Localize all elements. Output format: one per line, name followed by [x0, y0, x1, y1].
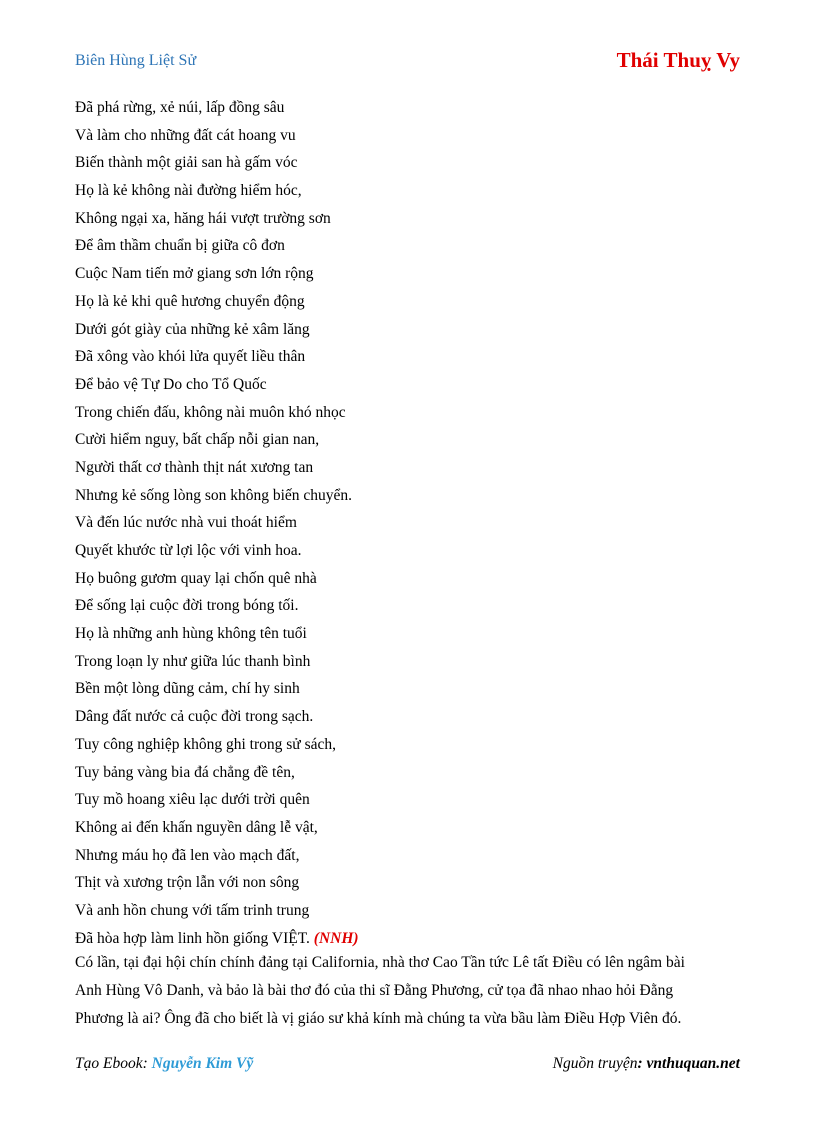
ebook-label: Tạo Ebook — [75, 1055, 143, 1072]
ebook-creator: Nguyễn Kim Vỹ — [151, 1055, 254, 1072]
source-separator: : — [637, 1055, 647, 1072]
poem-line: Không ai đến khấn nguyền dâng lễ vật, — [75, 818, 318, 836]
poem-line: Nhưng kẻ sống lòng son không biến chuyển. — [75, 486, 353, 504]
poem — [75, 94, 359, 952]
poem-line: Và làm cho những đất cát hoang vu — [75, 126, 296, 144]
poem-line: Nhưng máu họ đã len vào mạch đất, — [75, 846, 300, 864]
poem-line: Họ buông gươm quay lại chốn quê nhà — [75, 569, 317, 587]
poem-line: Và đến lúc nước nhà vui thoát hiểm — [75, 514, 297, 532]
poem-line: Cuộc Nam tiến mở giang sơn lớn rộng — [75, 265, 314, 283]
poem-line: Để âm thầm chuẩn bị giữa cô đơn — [75, 237, 285, 255]
poem-line: Đã xông vào khói lửa quyết liều thân — [75, 348, 306, 366]
poem-line: Cười hiểm nguy, bất chấp nỗi gian nan, — [75, 431, 320, 449]
poem-line: Đã phá rừng, xẻ núi, lấp đồng sâu — [75, 99, 285, 116]
poem-line: Họ là kẻ khi quê hương chuyển động — [75, 292, 305, 310]
collection-title: Biên Hùng Liệt Sử — [75, 52, 197, 69]
poem-line: Để bảo vệ Tự Do cho Tổ Quốc — [75, 375, 267, 393]
footer-source-credit — [553, 1055, 740, 1073]
prose-paragraph — [75, 949, 755, 1032]
poem-line: Tuy mồ hoang xiêu lạc dưới trời quên — [75, 791, 310, 809]
poem-line: Dưới gót giày của những kẻ xâm lăng — [75, 320, 310, 338]
poem-line: Họ là những anh hùng không tên tuổi — [75, 625, 307, 643]
prose-line: Anh Hùng Vô Danh, và bảo là bài thơ đó của thi sĩ Đằng Phương, cử tọa đã nhao nhao hỏi Đằng — [75, 981, 674, 999]
poem-line: Người thất cơ thành thịt nát xương tan — [75, 458, 314, 476]
poem-line: Không ngại xa, hăng hái vượt trường sơn — [75, 209, 331, 227]
prose-line: Có lần, tại đại hội chín chính đảng tại California, nhà thơ Cao Tần tức Lê tất Điều có lên ngâm bài — [75, 954, 685, 971]
poem-author-mark: (NNH) — [313, 929, 359, 947]
poem-last-line-text: Đã hòa hợp làm linh hồn giống VIỆT. — [75, 929, 310, 947]
poem-line: Quyết khước từ lợi lộc với vinh hoa. — [75, 542, 302, 559]
poem-line: Họ là kẻ không nài đường hiểm hóc, — [75, 182, 302, 200]
poem-line: Trong loạn ly như giữa lúc thanh bình — [75, 652, 311, 670]
poem-line: Tuy bảng vàng bia đá chẳng đề tên, — [75, 763, 295, 781]
author-name: Thái Thuỵ Vy — [616, 48, 740, 72]
source-label: Nguồn truyện — [552, 1055, 638, 1072]
poem-line: Thịt và xương trộn lẫn với non sông — [75, 874, 300, 892]
footer-ebook-credit — [75, 1055, 253, 1073]
poem-line: Trong chiến đấu, không nài muôn khó nhọc — [75, 403, 346, 421]
ebook-separator: : — [142, 1055, 152, 1072]
source-site: vnthuquan.net — [646, 1055, 740, 1072]
poem-line: Và anh hồn chung với tấm trinh trung — [75, 901, 310, 919]
poem-line: Bền một lòng dũng cảm, chí hy sinh — [75, 680, 300, 698]
prose-line: Phương là ai? Ông đã cho biết là vị giáo sư khả kính mà chúng ta vừa bầu làm Điều Hợp Viên đó. — [75, 1009, 682, 1027]
poem-line: Dâng đất nước cả cuộc đời trong sạch. — [75, 708, 314, 726]
poem-line: Để sống lại cuộc đời trong bóng tối. — [75, 597, 299, 615]
poem-line: Tuy công nghiệp không ghi trong sử sách, — [75, 735, 336, 753]
poem-line: Biến thành một giải san hà gấm vóc — [75, 154, 298, 172]
